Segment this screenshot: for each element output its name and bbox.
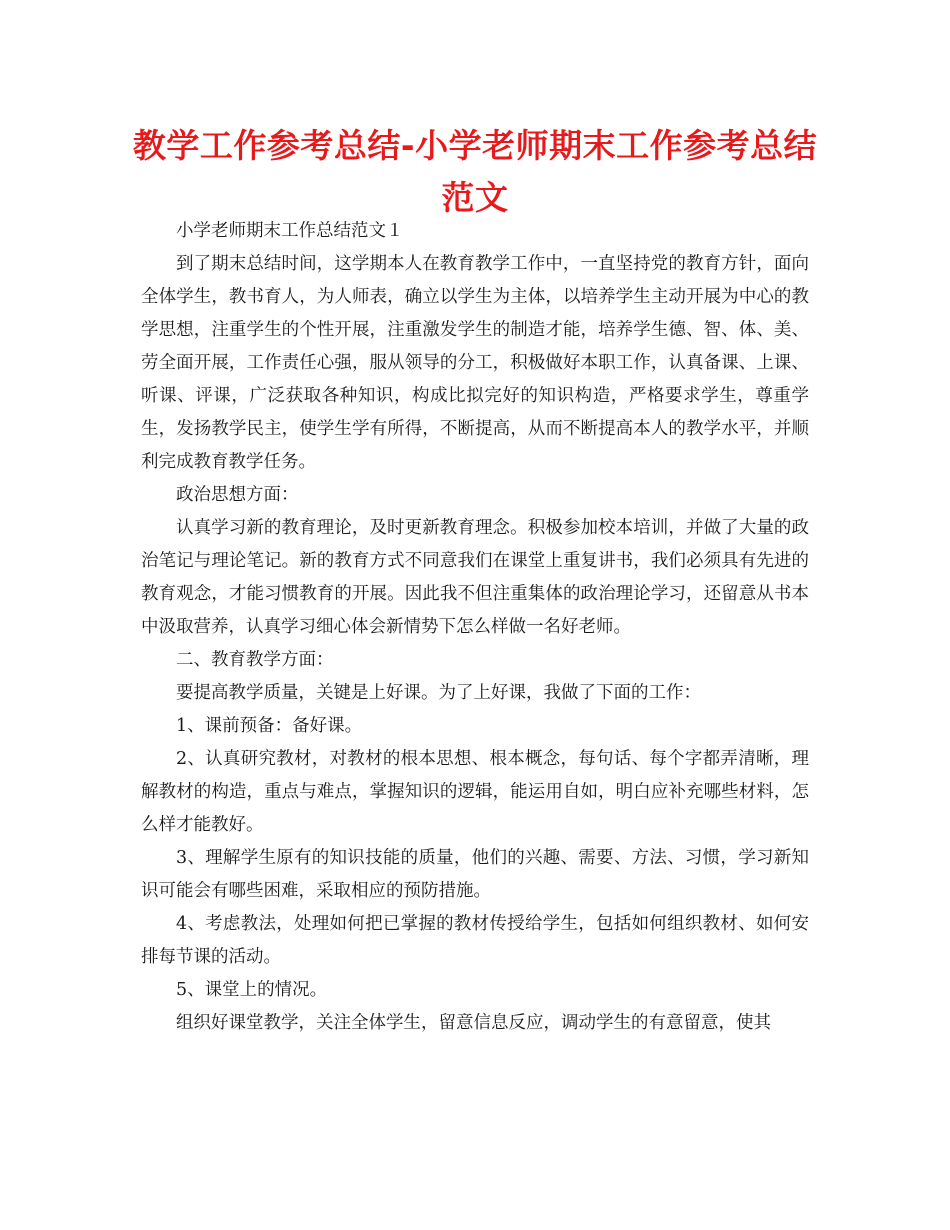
document-body [141,215,809,1040]
list-item: 4、考虑教法，处理如何把已掌握的教材传授给学生，包括如何组织教材、如何安排每节课的活动。 [141,914,809,967]
paragraph: 到了期末总结时间，这学期本人在教育教学工作中，一直坚持党的教育方针，面向全体学生，教书育人，为人师表，确立以学生为主体，以培养学生主动开展为中心的教学思想，注重学生的个性开展，注重激发学生的制造才能，培养学生德、智、体、美、劳全面开展，工作责任心强，服从领导的分工，积极做好本职工作，认真备课、上课、听课、评课，广泛获取各种知识，构成比拟完好的知识构造，严格要求学生，尊重学生，发扬教学民主，使学生学有所得，不断提高，从而不断提高本人的教学水平，并顺利完成教育教学任务。 [141,254,809,472]
section-heading: 二、教育教学方面： [176,650,334,670]
paragraph: 认真学习新的教育理论，及时更新教育理念。积极参加校本培训，并做了大量的政治笔记与理论笔记。新的教育方式不同意我们在课堂上重复讲书，我们必须具有先进的教育观念，才能习惯教育的开展。因此我不但注重集体的政治理论学习，还留意从书本中汲取营养，认真学习细心体会新情势下怎么样做一名好老师。 [141,518,809,637]
list-item: 1、课前预备：备好课。 [176,716,363,736]
list-item: 5、课堂上的情况。 [176,980,328,1000]
list-item: 2、认真研究教材，对教材的根本思想、根本概念，每句话、每个字都弄清晰，理解教材的构造，重点与难点，掌握知识的逻辑，能运用自如，明白应补充哪些材料，怎么样才能教好。 [141,749,809,835]
paragraph: 要提高教学质量，关键是上好课。为了上好课，我做了下面的工作： [176,683,701,703]
document-title: 教学工作参考总结-小学老师期末工作参考总结范文 [132,126,818,217]
list-item: 3、理解学生原有的知识技能的质量，他们的兴趣、需要、方法、习惯，学习新知识可能会有哪些困难，采取相应的预防措施。 [141,848,809,901]
paragraph-subtitle: 小学老师期末工作总结范文１ [176,221,404,241]
paragraph: 组织好课堂教学，关注全体学生，留意信息反应，调动学生的有意留意，使其 [176,1013,771,1033]
section-heading: 政治思想方面： [176,485,299,505]
